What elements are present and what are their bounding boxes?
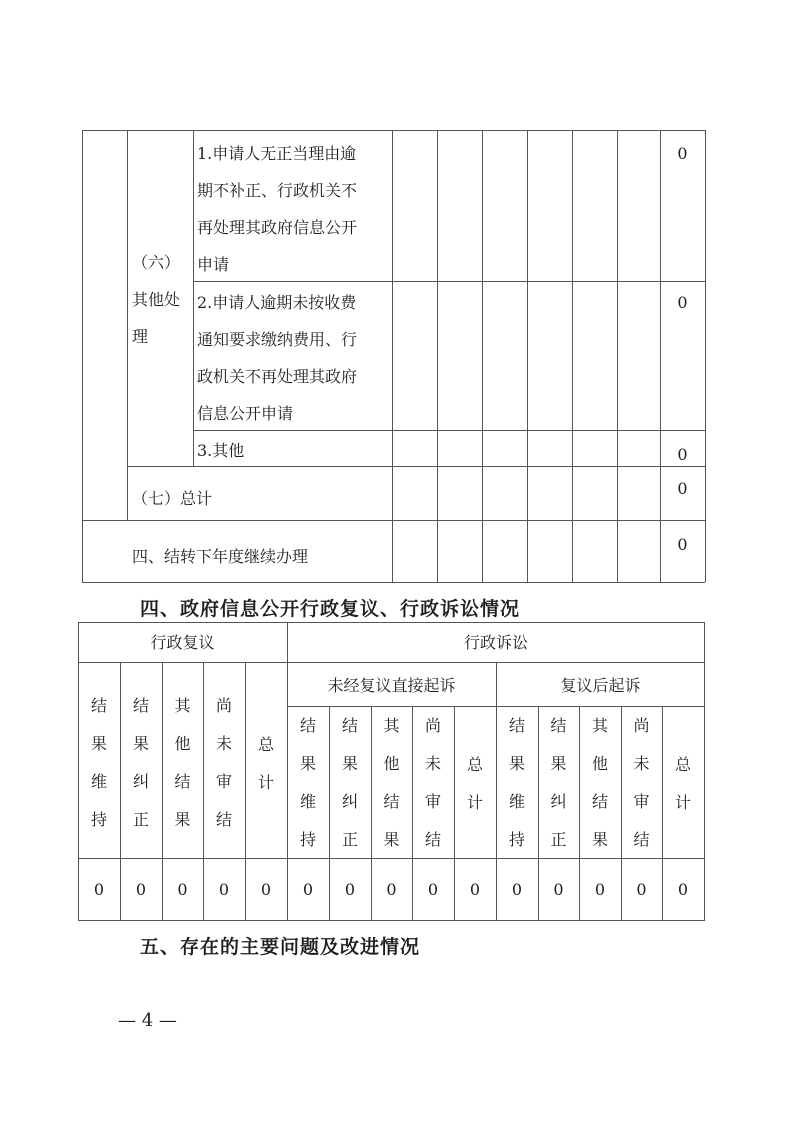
after-review-suit-header: 复议后起诉: [560, 675, 641, 695]
carryover-total: 0: [677, 535, 688, 554]
direct-col-other: 其 他 结 果: [383, 716, 400, 849]
direct-col-pending: 尚 未 审 结: [424, 716, 441, 849]
row-2-text: 2.申请人逾期未按收费 通知要求缴纳费用、行 政机关不再处理其政府 信息公开申请: [197, 293, 358, 423]
value-cell: 0: [511, 879, 523, 899]
review-header: 行政复议: [150, 632, 215, 652]
row-2-total: 0: [677, 293, 688, 312]
value-cell: 0: [260, 879, 272, 899]
value-cell: 0: [93, 879, 105, 899]
direct-col-upheld: 结 果 维 持: [299, 716, 316, 849]
value-cell: 0: [594, 879, 606, 899]
value-cell: 0: [677, 879, 689, 899]
value-cell: 0: [636, 879, 647, 899]
row-3-total: 0: [677, 444, 688, 464]
value-cell: 0: [553, 879, 564, 899]
page-number: — 4 —: [118, 1010, 177, 1031]
subtotal-label: （七）总计: [132, 488, 213, 508]
row-3-text: 3.其他: [197, 440, 245, 460]
after-col-total: 总 计: [674, 755, 691, 812]
review-col-upheld: 结 果 维 持: [90, 696, 107, 829]
after-col-pending: 尚 未 审 结: [633, 716, 650, 849]
review-col-other: 其 他 结 果: [174, 696, 191, 829]
after-col-other: 其 他 结 果: [591, 716, 608, 849]
other-disposal-label: （六） 其他处 理: [132, 253, 181, 346]
value-cell: 0: [469, 879, 481, 899]
row-1-text: 1.申请人无正当理由逾 期不补正、行政机关不 再处理其政府信息公开 申请: [197, 144, 358, 274]
direct-col-corrected: 结 果 纠 正: [341, 716, 358, 849]
subtotal-total: 0: [677, 479, 688, 498]
review-col-corrected: 结 果 纠 正: [132, 696, 149, 829]
value-cell: 0: [302, 879, 314, 899]
value-cell: 0: [344, 879, 356, 899]
carryover-label: 四、结转下年度继续办理: [132, 546, 309, 566]
value-cell: 0: [427, 879, 439, 899]
value-cell: 0: [177, 879, 188, 899]
after-col-corrected: 结 果 纠 正: [550, 716, 567, 849]
after-col-upheld: 结 果 维 持: [508, 716, 525, 849]
row-1-total: 0: [677, 144, 688, 163]
value-cell: 0: [386, 879, 397, 899]
direct-col-total: 总 计: [466, 755, 483, 812]
review-col-pending: 尚 未 审 结: [215, 696, 232, 829]
section-5-title: 五、存在的主要问题及改进情况: [140, 936, 421, 958]
section-4-title: 四、政府信息公开行政复议、行政诉讼情况: [140, 598, 521, 620]
value-cell: 0: [218, 879, 230, 899]
litigation-header: 行政诉讼: [463, 632, 528, 652]
review-col-total: 总 计: [257, 735, 274, 792]
value-cell: 0: [135, 879, 147, 899]
direct-suit-header: 未经复议直接起诉: [327, 675, 456, 695]
